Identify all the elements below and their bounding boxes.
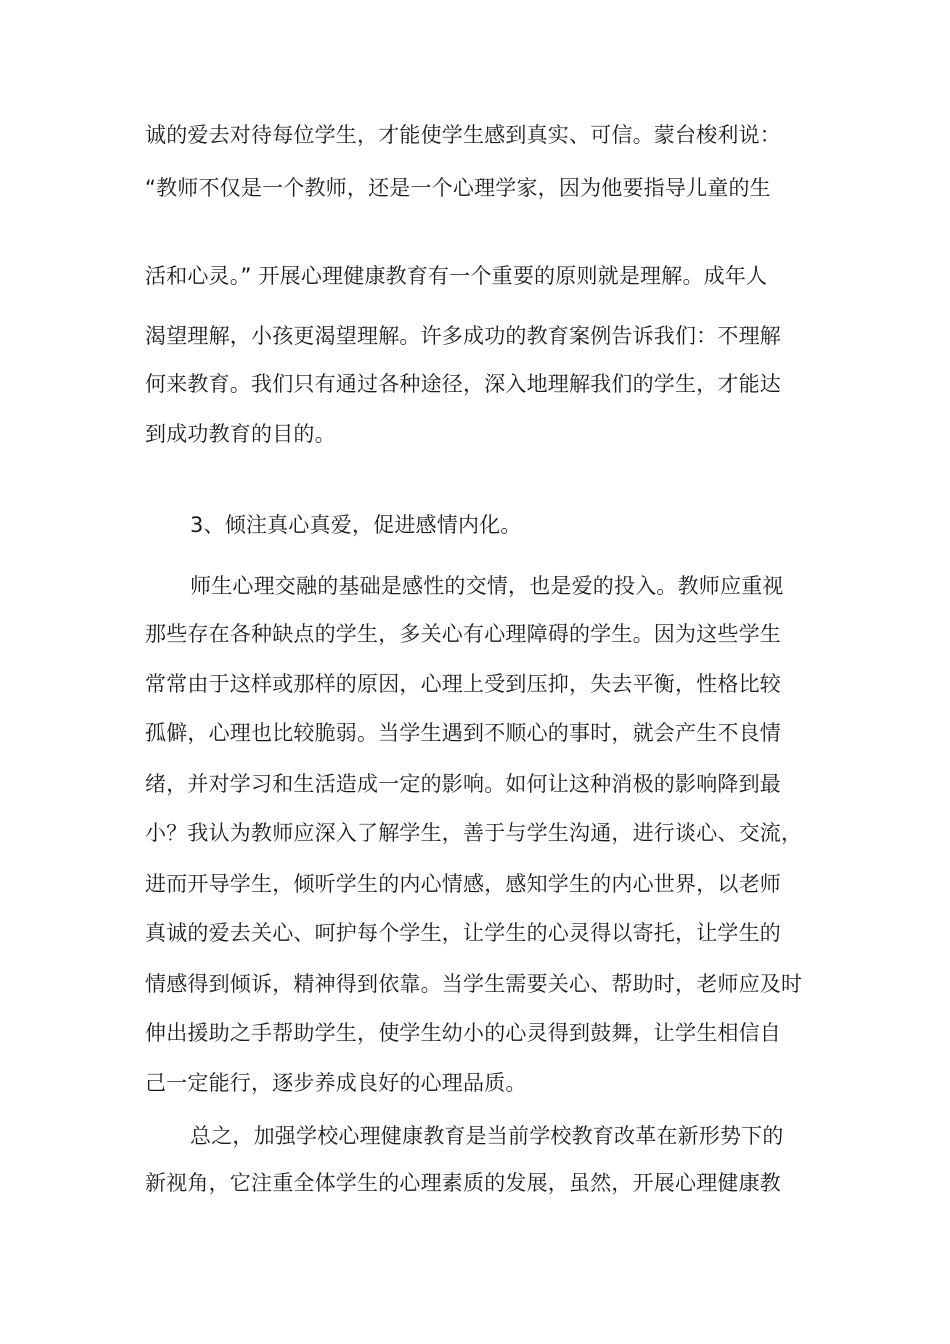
- text-line: 渴望理解，小孩更渴望理解。许多成功的教育案例告诉我们：不理解: [145, 324, 781, 348]
- text-line: 绪，并对学习和生活造成一定的影响。如何让这种消极的影响降到最: [145, 772, 781, 796]
- text-line: 师生心理交融的基础是感性的交情，也是爱的投入。教师应重视: [190, 574, 784, 598]
- text-line: 小？我认为教师应深入了解学生，善于与学生沟通，进行谈心、交流，: [145, 821, 803, 845]
- text-line: 情感得到倾诉，精神得到依靠。当学生需要关心、帮助时，老师应及时: [145, 972, 803, 996]
- text-line: 常常由于这样或那样的原因，心理上受到压抑，失去平衡，性格比较: [145, 672, 781, 696]
- text-line: 活和心灵。” 开展心理健康教育有一个重要的原则就是理解。成年人: [145, 264, 768, 288]
- text-line: 那些存在各种缺点的学生，多关心有心理障碍的学生。因为这些学生: [145, 622, 781, 646]
- section-heading: 3、倾注真心真爱，促进感情内化。: [190, 513, 522, 537]
- text-line: 总之，加强学校心理健康教育是当前学校教育改革在新形势下的: [190, 1124, 784, 1148]
- text-line: 新视角，它注重全体学生的心理素质的发展，虽然，开展心理健康教: [145, 1171, 781, 1195]
- text-line: “教师不仅是一个教师，还是一个心理学家，因为他要指导儿童的生: [145, 176, 771, 200]
- text-line: 伸出援助之手帮助学生，使学生幼小的心灵得到鼓舞，让学生相信自: [145, 1021, 781, 1045]
- text-line: 真诚的爱去关心、呵护每个学生，让学生的心灵得以寄托，让学生的: [145, 921, 781, 945]
- text-line: 进而开导学生，倾听学生的内心情感，感知学生的内心世界，以老师: [145, 872, 781, 896]
- text-line: 何来教育。我们只有通过各种途径，深入地理解我们的学生，才能达: [145, 372, 781, 396]
- text-line: 到成功教育的目的。: [145, 422, 336, 446]
- text-line: 孤僻，心理也比较脆弱。当学生遇到不顺心的事时，就会产生不良情: [145, 721, 781, 745]
- text-line: 诚的爱去对待每位学生，才能使学生感到真实、可信。蒙台梭利说：: [145, 123, 781, 147]
- text-line: 己一定能行，逐步养成良好的心理品质。: [145, 1071, 527, 1095]
